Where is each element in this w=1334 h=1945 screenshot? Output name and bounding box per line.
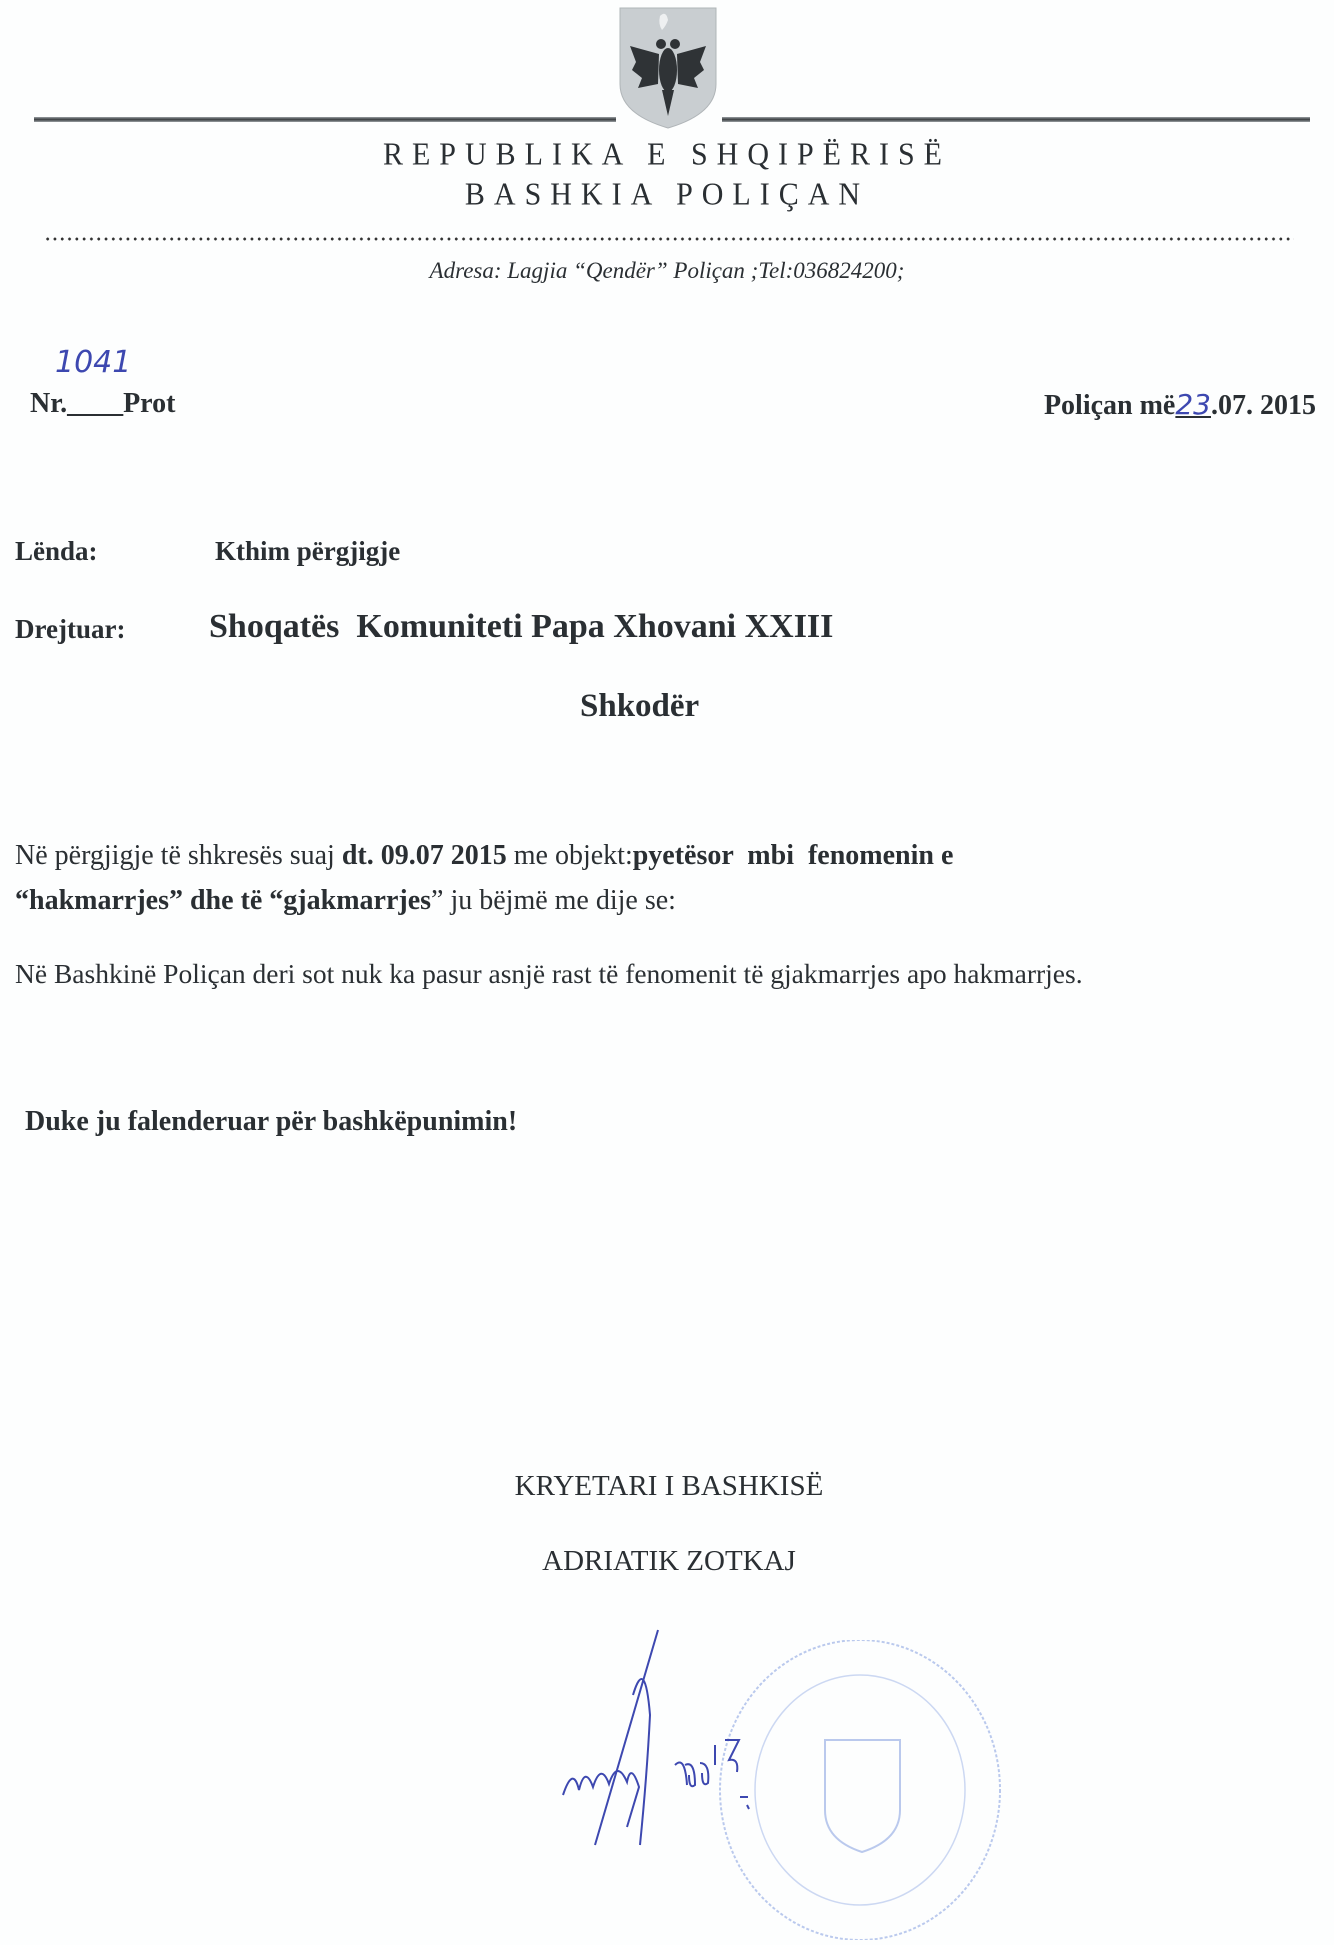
municipality-heading: BASHKIA POLIÇAN xyxy=(464,177,870,212)
object-text: pyetësor mbi fenomenin e xyxy=(632,840,954,871)
body-paragraph-1-line-1 xyxy=(15,840,953,872)
handwritten-protocol-number: 1041 xyxy=(55,345,132,380)
body-paragraph-2: Në Bashkinë Poliçan deri sot nuk ka pasur asnjë rast të fenomenit të gjakmarrjes apo hakmarrjes. xyxy=(15,958,1083,989)
addressee-value: Shoqatës Komuniteti Papa Xhovani XXIII xyxy=(209,608,834,645)
coat-of-arms-emblem xyxy=(618,6,718,130)
protocol-number xyxy=(30,388,175,420)
country-heading: REPUBLIKA E SHQIPËRISË xyxy=(382,137,952,172)
subject-value: Kthim përgjigje xyxy=(215,536,401,566)
header-rule-right xyxy=(722,117,1310,122)
prot-label: Prot xyxy=(123,388,176,419)
address-line: Adresa: Lagjia “Qendër” Poliçan ;Tel:036824200; xyxy=(429,258,905,283)
text: me objekt: xyxy=(506,840,633,871)
closing-line: Duke ju falenderuar për bashkëpunimin! xyxy=(25,1106,518,1137)
document-date xyxy=(1044,388,1316,422)
addressee-label: Drejtuar: xyxy=(15,614,126,644)
date-suffix: .07. 2015 xyxy=(1211,390,1316,421)
subject-label: Lënda: xyxy=(15,536,98,566)
signatory-title: KRYETARI I BASHKISË xyxy=(514,1470,824,1502)
dotted-divider xyxy=(44,236,1294,242)
object-text: “hakmarrjes” dhe të “gjakmarrjes xyxy=(15,885,432,916)
reference-date: dt. 09.07 2015 xyxy=(341,840,507,871)
nr-blank: ____ xyxy=(67,388,124,419)
handwritten-day: 23 xyxy=(1175,388,1211,421)
date-prefix: Poliçan më xyxy=(1043,390,1176,421)
header-rule-left xyxy=(34,117,616,122)
text: Në përgjigje të shkresës suaj xyxy=(15,840,342,871)
nr-label: Nr. xyxy=(30,388,68,419)
addressee-city: Shkodër xyxy=(580,688,700,724)
handwritten-signature xyxy=(555,1625,805,1855)
body-paragraph-1-line-2 xyxy=(15,885,676,917)
text: ” ju bëjmë me dije se: xyxy=(431,885,676,916)
signatory-name: ADRIATIK ZOTKAJ xyxy=(542,1545,796,1577)
